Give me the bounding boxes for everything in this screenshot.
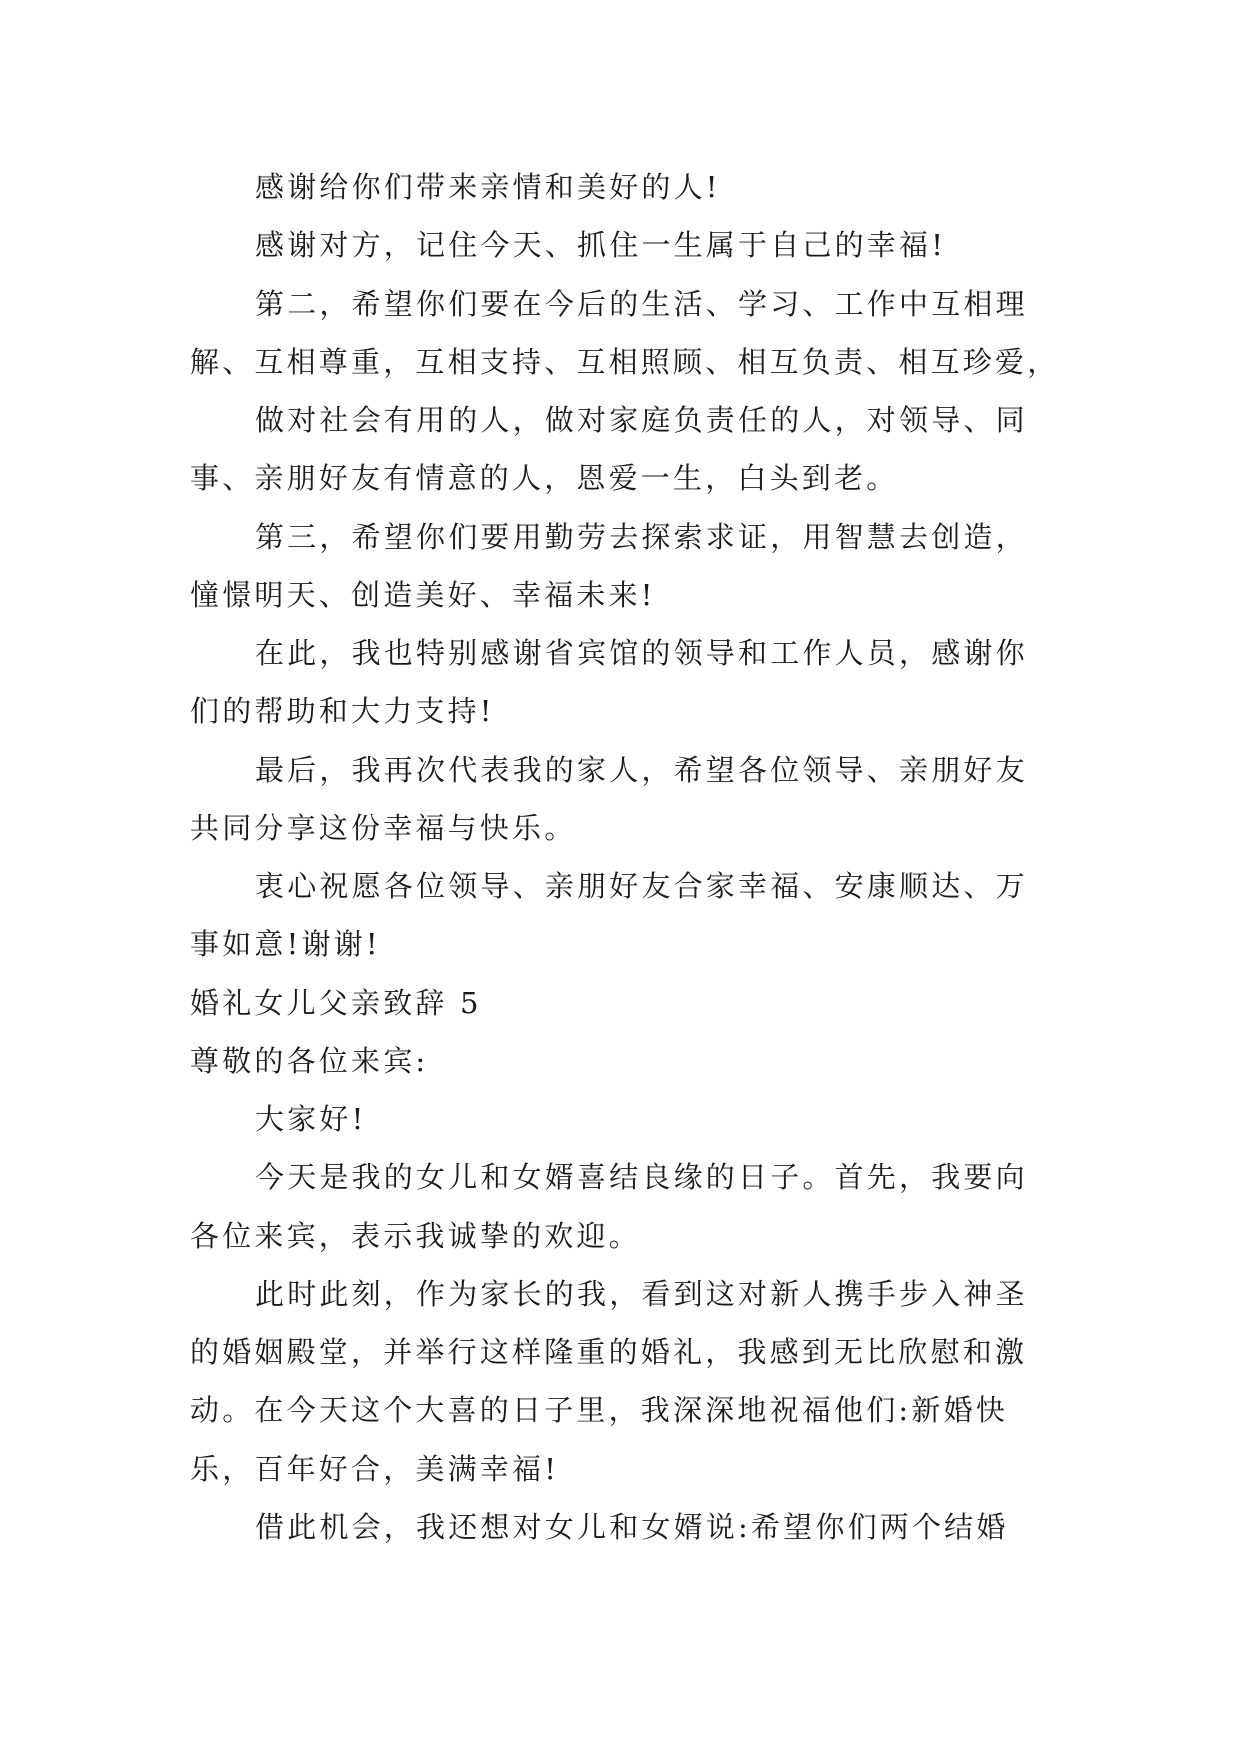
text-line: 感谢对方，记住今天、抓住一生属于自己的幸福! — [255, 228, 947, 263]
text-line: 尊敬的各位来宾: — [190, 1043, 429, 1078]
text-line: 各位来宾，表示我诚挚的欢迎。 — [190, 1218, 641, 1253]
text-line: 的婚姻殿堂，并举行这样隆重的婚礼，我感到无比欣慰和激 — [190, 1335, 1028, 1369]
text-line: 第三，希望你们要用勤劳去探索求证，用智慧去创造， — [255, 519, 1028, 554]
text-line: 事、亲朋好友有情意的人，恩爱一生，白头到老。 — [190, 461, 899, 496]
text-line: 解、互相尊重，互相支持、互相照顾、相互负责、相互珍爱， — [190, 344, 1060, 379]
text-line: 今天是我的女儿和女婿喜结良缘的日子。首先，我要向 — [255, 1160, 1028, 1195]
text-line: 借此机会，我还想对女儿和女婿说:希望你们两个结婚 — [255, 1509, 1009, 1544]
text-line: 做对社会有用的人，做对家庭负责任的人，对领导、同 — [255, 403, 1028, 437]
text-line: 在此，我也特别感谢省宾馆的领导和工作人员，感谢你 — [255, 636, 1028, 670]
text-line: 共同分享这份幸福与快乐。 — [190, 810, 577, 845]
text-line: 最后，我再次代表我的家人，希望各位领导、亲朋好友 — [255, 752, 1028, 787]
text-line: 憧憬明天、创造美好、幸福未来! — [190, 577, 656, 612]
text-line: 第二，希望你们要在今后的生活、学习、工作中互相理 — [255, 286, 1028, 321]
text-line: 动。在今天这个大喜的日子里，我深深地祝福他们:新婚快 — [190, 1393, 1008, 1428]
text-line: 乐，百年好合，美满幸福! — [190, 1451, 560, 1486]
document-body — [190, 158, 1070, 1556]
text-line: 此时此刻，作为家长的我，看到这对新人携手步入神圣 — [255, 1276, 1028, 1311]
text-line: 感谢给你们带来亲情和美好的人! — [255, 170, 721, 204]
text-line: 大家好! — [255, 1102, 367, 1136]
text-line: 事如意!谢谢! — [190, 927, 381, 962]
text-line: 们的帮助和大力支持! — [190, 694, 495, 729]
text-line: 婚礼女儿父亲致辞 5 — [190, 985, 482, 1020]
text-line: 衷心祝愿各位领导、亲朋好友合家幸福、安康顺达、万 — [255, 869, 1028, 903]
